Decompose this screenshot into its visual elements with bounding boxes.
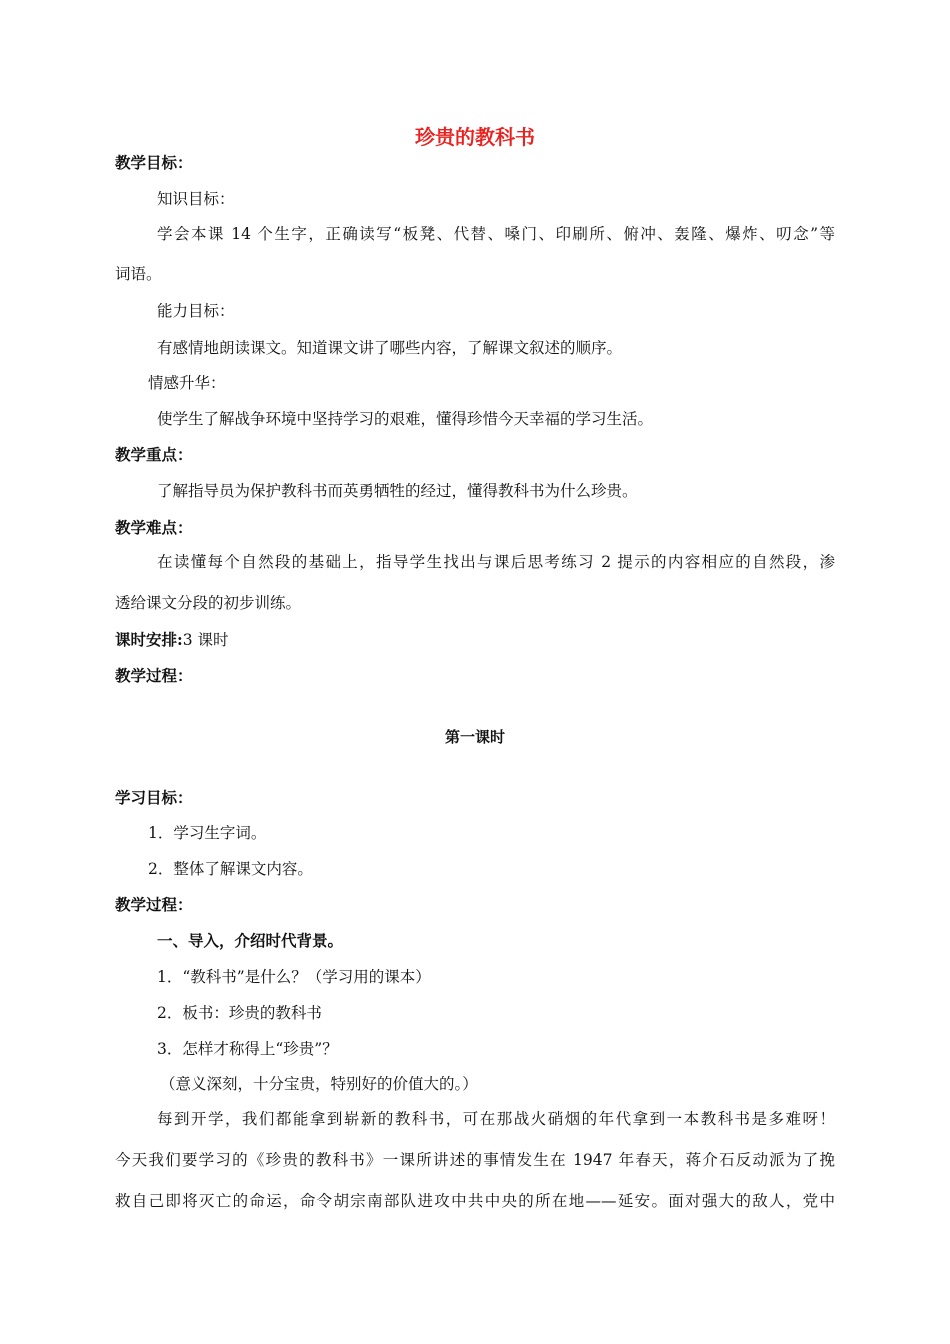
body-paragraph-line: 救自己即将灭亡的命运，命令胡宗南部队进攻中共中央的所在地——延安。面对强大的敌人，党中 [115,1192,835,1210]
emotion-text: 使学生了解战争环境中坚持学习的艰难，懂得珍惜今天幸福的学习生活。 [157,410,654,428]
process-heading-2: 教学过程： [115,895,193,914]
difficulty-text-cont: 透给课文分段的初步训练。 [115,594,302,612]
knowledge-label: 知识目标： [157,190,235,208]
step-answer: （意义深刻，十分宝贵，特别好的价值大的。） [160,1075,478,1093]
knowledge-text-cont: 词语。 [115,265,162,283]
document-title: 珍贵的教科书 [415,125,535,149]
step-heading: 一、导入，介绍时代背景。 [157,931,344,950]
schedule-line [115,630,229,650]
knowledge-text: 学会本课 14 个生字，正确读写“板凳、代替、嗓门、印刷所、俯冲、轰隆、爆炸、叨念”等 [157,225,835,243]
step-item: 3．怎样才称得上“珍贵”？ [157,1040,338,1058]
emotion-label: 情感升华： [148,374,226,392]
process-heading: 教学过程： [115,666,193,685]
difficulty-heading: 教学难点： [115,518,193,537]
study-goal-item: 1．学习生字词。 [148,824,267,842]
schedule-label: 课时安排: [115,630,183,649]
ability-text: 有感情地朗读课文。知道课文讲了哪些内容，了解课文叙述的顺序。 [157,339,623,357]
key-points-heading: 教学重点： [115,445,193,464]
body-paragraph-line: 今天我们要学习的《珍贵的教科书》一课所讲述的事情发生在 1947 年春天，蒋介石反动派为了挽 [115,1151,835,1169]
step-item: 2．板书：珍贵的教科书 [157,1004,322,1022]
key-points-text: 了解指导员为保护教科书而英勇牺牲的经过，懂得教科书为什么珍贵。 [157,482,638,500]
objectives-heading: 教学目标： [115,153,193,172]
study-goal-item: 2．整体了解课文内容。 [148,860,313,878]
study-goals-heading: 学习目标： [115,788,193,807]
lesson-heading: 第一课时 [444,728,505,746]
schedule-value: 3 课时 [182,631,229,649]
body-paragraph-line: 每到开学，我们都能拿到崭新的教科书，可在那战火硝烟的年代拿到一本教科书是多难呀！ [157,1110,835,1128]
difficulty-text: 在读懂每个自然段的基础上，指导学生找出与课后思考练习 2 提示的内容相应的自然段，渗 [157,553,835,571]
step-item: 1．“教科书”是什么？（学习用的课本） [157,968,431,986]
ability-label: 能力目标： [157,302,235,320]
